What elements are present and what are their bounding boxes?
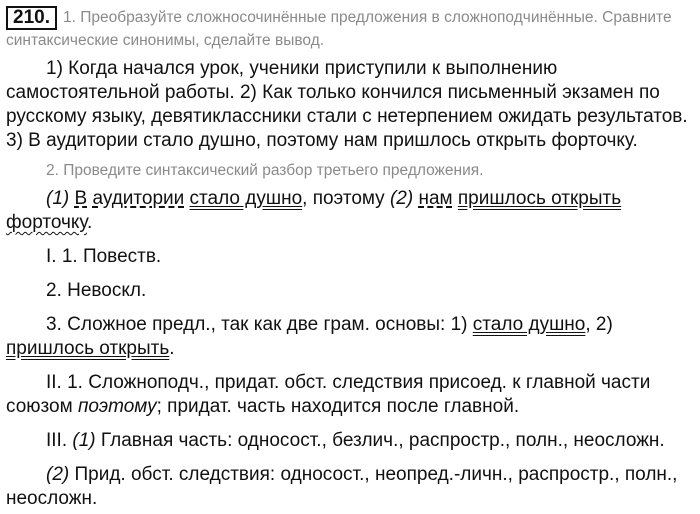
clause-marker-2: (2): [389, 188, 414, 209]
line-3-text-a: 3. Сложное предл., так как две грам. основы: 1): [46, 314, 473, 335]
line-4-text-b: ; придат. часть находится после главной.: [156, 396, 520, 417]
analysis-line-5: [6, 429, 694, 453]
line-4-word: поэтому: [77, 396, 157, 417]
analysis-line-2: 2. Невоскл.: [46, 280, 147, 301]
word-fortochku: форточку: [6, 212, 88, 233]
task-2-text: 2. Проведите синтаксический разбор третьего предложения.: [46, 162, 484, 179]
line-3-predicate-1: стало душно: [472, 314, 586, 335]
answer-paragraph: 1) Когда начался урок, ученики приступили к выполнению самостоятельной работы. 2) Как только кончился письменный экзамен по русскому языку, девятиклассники стали с нетерпением ожидать результатов. 3) В аудитории стало душно, поэтому нам пришлось открыть форточку.: [6, 58, 688, 151]
word-nam: нам: [418, 188, 453, 209]
line-6-marker: (2): [46, 464, 70, 485]
exercise-number: 210.: [6, 6, 57, 30]
analysis-line-4: [6, 371, 694, 419]
task-1-text: 1. Преобразуйте сложносочинённые предложения в сложноподчинённые. Сравните синтаксические синонимы, сделайте вывод.: [6, 9, 672, 49]
word-v: В: [74, 188, 88, 209]
line-5-marker: (1): [72, 430, 96, 451]
line-3-text-c: .: [169, 338, 175, 359]
line-3-text-b: , 2): [585, 314, 613, 335]
predicate-1: стало душно: [189, 188, 303, 209]
word-auditorii: аудитории: [92, 188, 185, 209]
analysis-line-1: I. 1. Повеств.: [46, 246, 162, 267]
clause-marker-1: (1): [46, 188, 70, 209]
conjunction-potomu: , поэтому: [302, 188, 385, 209]
line-4-text-a: II. 1. Сложноподч., придат. обст. следствия присоед. к главной части союзом: [6, 372, 651, 417]
line-5-text-b: Главная часть: односост., безлич., распростр., полн., неосложн.: [95, 430, 665, 451]
analysis-line-6: [6, 463, 694, 511]
line-3-predicate-2: пришлось открыть: [6, 338, 170, 359]
line-6-text: Прид. обст. следствия: односост., неопред.-личн., распростр., полн., неосложн.: [6, 464, 678, 509]
predicate-2: пришлось открыть: [457, 188, 622, 209]
end-dot: .: [87, 212, 93, 233]
exercise-page: [6, 6, 694, 511]
exercise-header: [6, 6, 694, 51]
analysis-line-3: [6, 313, 694, 361]
line-5-text-a: III.: [46, 430, 73, 451]
analysis-sentence: [6, 187, 694, 235]
